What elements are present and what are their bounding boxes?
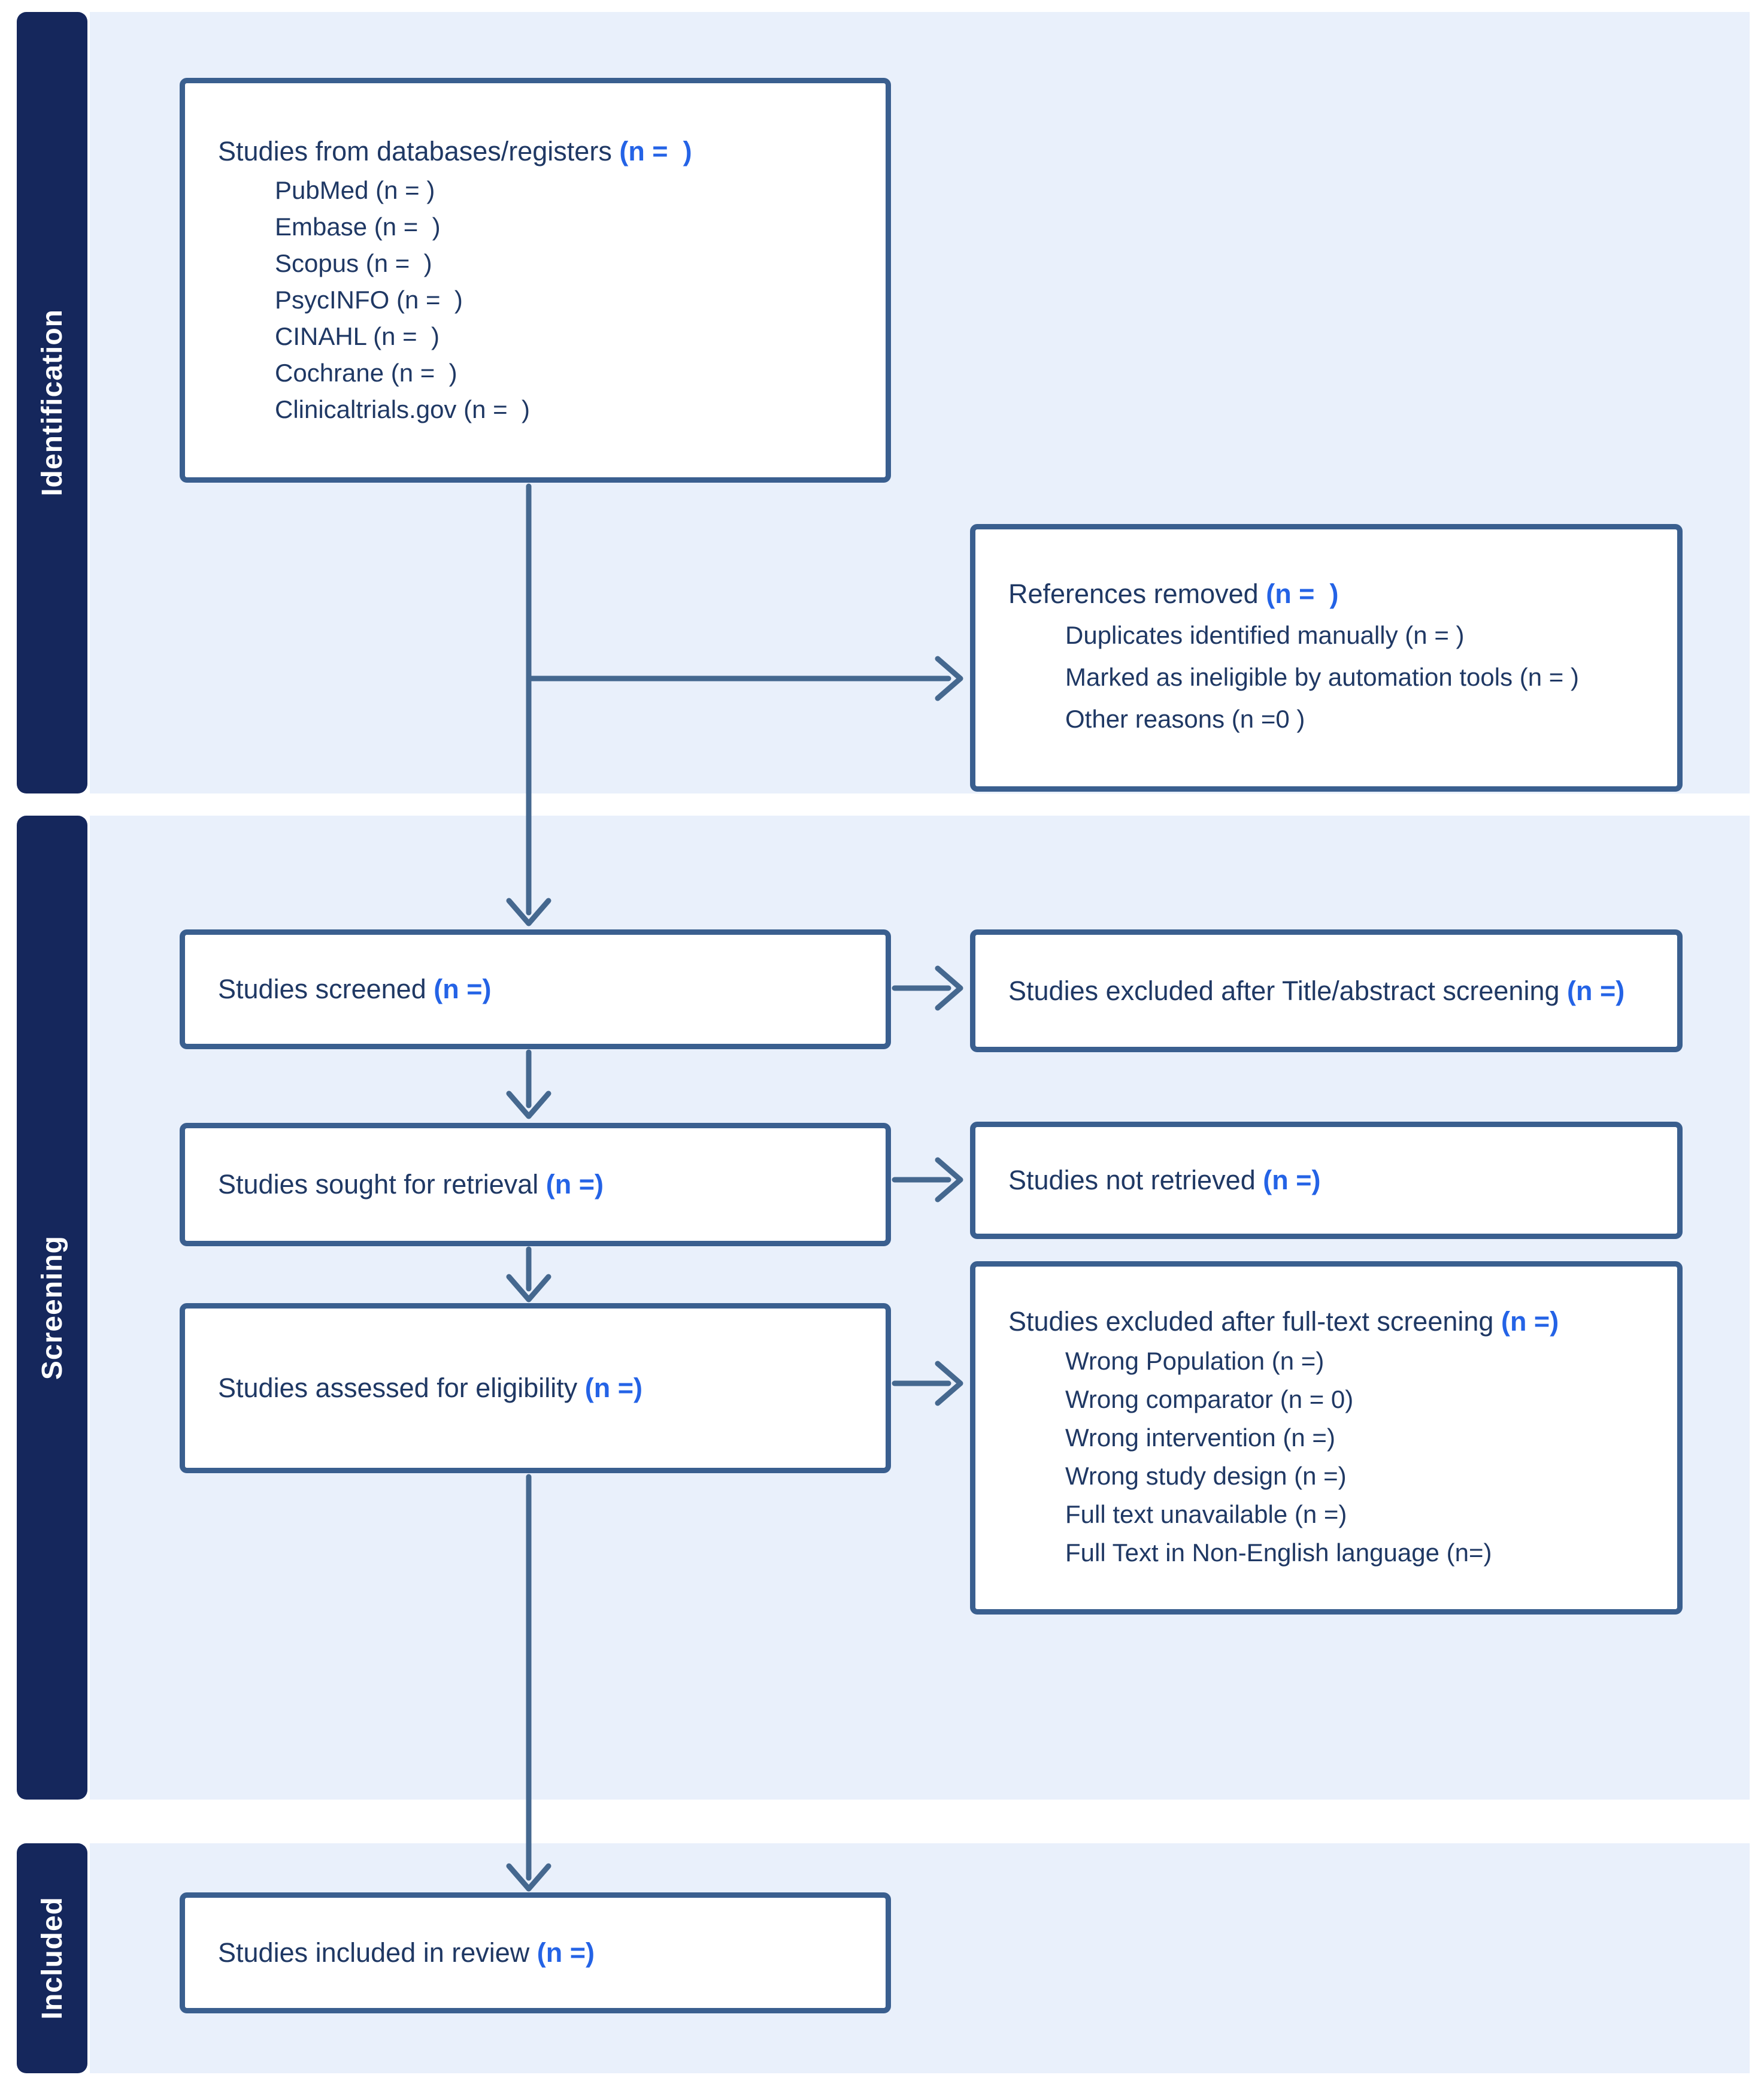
exclusion-reason-list: [1065, 1342, 1653, 1572]
box-title: [1008, 576, 1653, 612]
list-item: CINAHL (n = ): [275, 322, 440, 350]
list-item: Wrong intervention (n =): [1065, 1423, 1335, 1452]
list-item: Wrong study design (n =): [1065, 1462, 1347, 1490]
list-item: Other reasons (n =0 ): [1065, 704, 1305, 733]
n-value: (n = ): [619, 135, 692, 166]
box-title: [218, 971, 862, 1007]
stage-label-included-text: Included: [36, 1897, 68, 2020]
box-title-text: Studies sought for retrieval: [218, 1169, 546, 1200]
box-title-text: Studies excluded after Title/abstract screening: [1008, 975, 1568, 1006]
list-item: Wrong comparator (n = 0): [1065, 1385, 1354, 1413]
box-title: [218, 1935, 862, 1971]
n-value: (n =): [545, 1169, 604, 1200]
box-title: [1008, 1162, 1653, 1198]
list-item: Scopus (n = ): [275, 249, 432, 277]
list-item: PsycINFO (n = ): [275, 285, 463, 314]
box-title-text: Studies excluded after full-text screening: [1008, 1306, 1501, 1337]
box-title-text: Studies assessed for eligibility: [218, 1373, 585, 1403]
box-title-text: Studies not retrieved: [1008, 1165, 1263, 1195]
stage-label-identification-text: Identification: [36, 309, 68, 496]
stage-label-identification: [17, 12, 87, 793]
box-title: [218, 134, 862, 169]
box-references-removed: [970, 524, 1683, 792]
box-studies-included: [180, 1892, 891, 2013]
n-value: (n = ): [1266, 578, 1339, 609]
box-studies-screened: [180, 929, 891, 1049]
n-value: (n =): [1263, 1165, 1321, 1195]
list-item: Embase (n = ): [275, 212, 441, 241]
n-value: (n =): [434, 974, 492, 1004]
n-value: (n =): [1501, 1306, 1559, 1337]
list-item: Cochrane (n = ): [275, 358, 457, 387]
box-title-text: Studies screened: [218, 974, 434, 1004]
box-studies-not-retrieved: [970, 1122, 1683, 1239]
box-title-text: Studies included in review: [218, 1937, 537, 1968]
list-item: Wrong Population (n =): [1065, 1347, 1324, 1375]
box-title-text: Studies from databases/registers: [218, 135, 620, 166]
n-value: (n =): [537, 1937, 595, 1968]
list-item: PubMed (n = ): [275, 175, 435, 204]
box-studies-assessed: [180, 1303, 891, 1473]
stage-label-included: [17, 1843, 87, 2073]
box-excluded-title-abstract: [970, 929, 1683, 1052]
box-title: [218, 1370, 862, 1406]
database-list: [275, 172, 862, 428]
list-item: Marked as ineligible by automation tools (n = ): [1065, 662, 1579, 691]
list-item: Full text unavailable (n =): [1065, 1500, 1347, 1528]
box-title: [1008, 1304, 1653, 1340]
list-item: Full Text in Non-English language (n=): [1065, 1538, 1492, 1567]
box-title: [218, 1167, 862, 1203]
box-excluded-full-text: [970, 1261, 1683, 1615]
n-value: (n =): [1567, 975, 1625, 1006]
stage-label-screening-text: Screening: [36, 1235, 68, 1380]
stage-label-screening: [17, 816, 87, 1800]
box-title-text: References removed: [1008, 578, 1266, 609]
box-title: [1008, 973, 1635, 1009]
box-studies-sought: [180, 1123, 891, 1246]
list-item: Duplicates identified manually (n = ): [1065, 620, 1465, 649]
removal-reason-list: [1065, 614, 1653, 740]
n-value: (n =): [584, 1373, 643, 1403]
box-studies-from-databases: [180, 78, 891, 483]
list-item: Clinicaltrials.gov (n = ): [275, 395, 530, 423]
